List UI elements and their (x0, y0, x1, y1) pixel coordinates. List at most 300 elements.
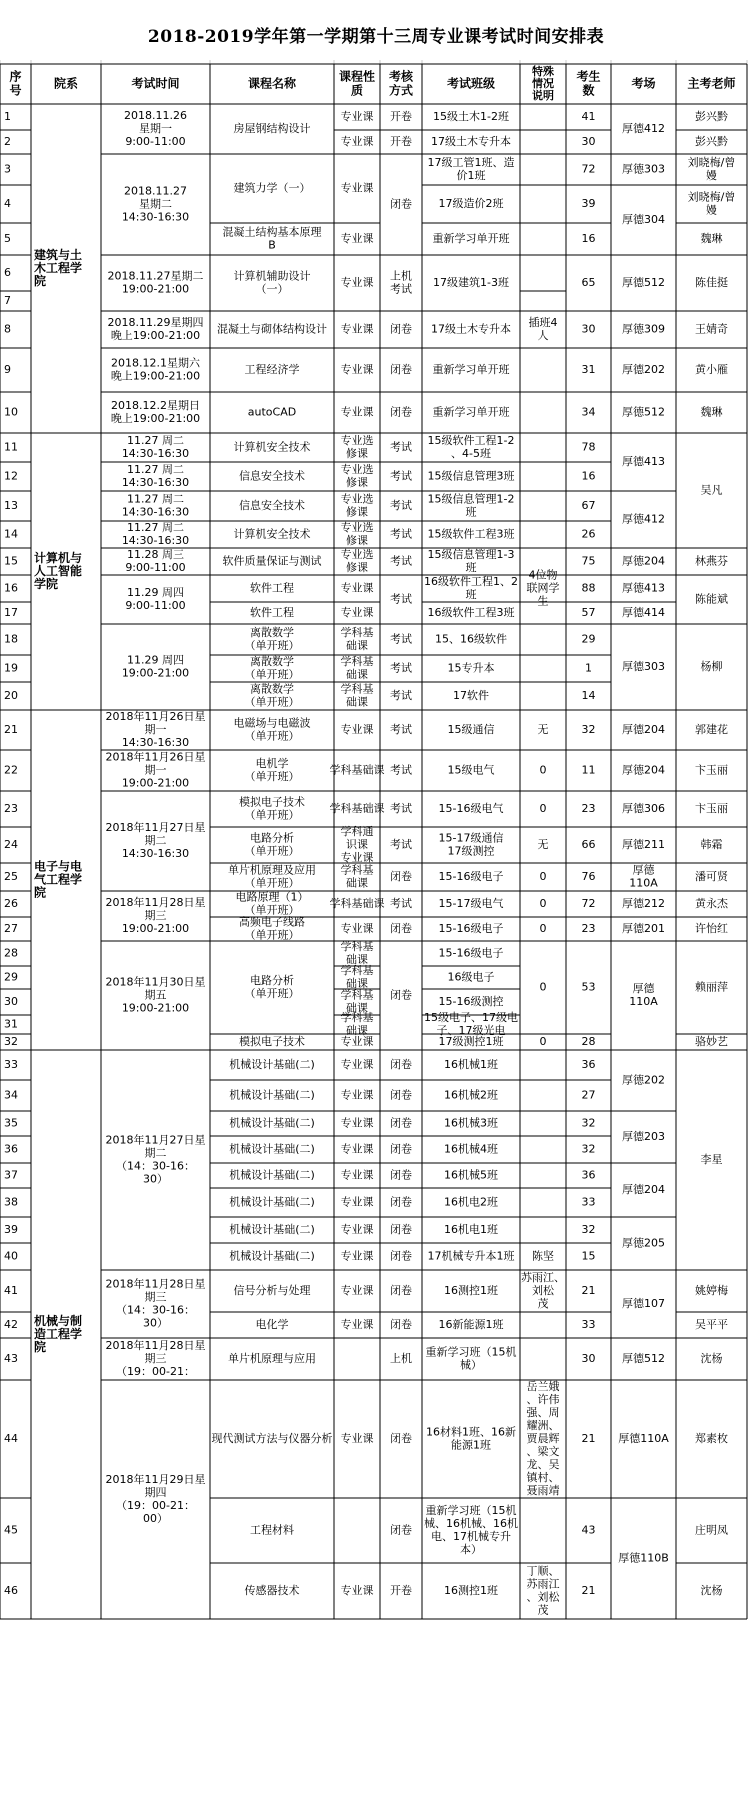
table-cell: 26 (581, 527, 596, 541)
table-cell: 65 (581, 276, 596, 289)
table-cell: 班 (465, 588, 477, 601)
column-header: 说明 (532, 89, 554, 102)
page-title: 2018-2019学年第一学期第十三周专业课考试时间安排表 (147, 27, 605, 47)
row-number: 9 (4, 363, 11, 376)
table-cell: （单开班） (244, 928, 300, 942)
table-cell: 人工智能 (34, 564, 83, 578)
table-cell: 专业课 (340, 723, 374, 736)
table-cell: 厚德512 (622, 276, 665, 289)
table-cell: 开卷 (390, 135, 412, 148)
table-cell: 75 (581, 554, 596, 568)
row-number: 12 (4, 469, 18, 483)
table-cell: 院 (34, 885, 47, 900)
table-cell: 黄小雁 (695, 363, 728, 376)
table-cell: 能源1班 (451, 1438, 491, 1452)
table-cell: 单片机原理与应用 (228, 1352, 316, 1365)
table-cell: 14:30-16:30 (121, 847, 190, 860)
table-cell: 19:00-21:00 (121, 282, 190, 296)
table-cell: 15-16级电气 (438, 802, 504, 815)
table-cell: 重新学习班（15机 (425, 1504, 517, 1517)
table-cell: 17级测控 (447, 844, 495, 858)
table-cell: （单开班） (244, 844, 300, 858)
table-cell: 专业课 (340, 110, 374, 123)
table-cell: 卞玉丽 (695, 763, 728, 777)
table-cell: 机械设计基础(二) (229, 1168, 315, 1182)
table-cell: 15级软件工程3班 (427, 527, 515, 541)
table-cell: 期三 (144, 1352, 167, 1365)
table-cell: 修课 (346, 505, 368, 519)
table-cell: 2018年11月28日星 (105, 1277, 206, 1291)
row-number: 22 (4, 763, 18, 777)
table-cell: 110A (629, 995, 658, 1008)
table-cell: 信号分析与处理 (233, 1284, 311, 1297)
table-cell: 厚德107 (622, 1297, 665, 1310)
table-cell: 械） (460, 1358, 482, 1372)
table-cell: 造工程学 (34, 1327, 83, 1341)
row-number: 17 (4, 606, 18, 619)
table-cell: 专业课 (340, 1195, 374, 1209)
row-number: 42 (4, 1318, 18, 1331)
column-header: 课程性 (338, 69, 376, 84)
table-cell: 闭卷 (390, 870, 412, 883)
row-number: 30 (4, 995, 18, 1008)
column-header: 特殊 (532, 65, 554, 78)
table-cell: 专业选 (340, 434, 374, 447)
table-cell: 工程经济学 (244, 363, 300, 376)
table-cell: 闭卷 (390, 1168, 412, 1182)
table-cell: 14:30-16:30 (121, 534, 190, 547)
table-cell: 闭卷 (390, 405, 412, 419)
column-header: 号 (9, 83, 22, 98)
table-cell: （单开班） (244, 770, 300, 783)
table-cell: 期一 (144, 763, 167, 777)
table-cell: 15-16级电子 (438, 922, 504, 935)
table-cell: 闭卷 (390, 922, 412, 935)
table-cell: 厚德110A (618, 1432, 669, 1445)
table-cell: 子、17级光电 (436, 1024, 506, 1037)
table-cell: 0 (539, 870, 547, 883)
table-cell: 期三 (144, 1290, 167, 1304)
table-cell: 15-16级电子 (438, 870, 504, 883)
table-cell: 考试 (390, 802, 412, 815)
table-cell: 信息安全技术 (239, 469, 305, 483)
table-cell: 机械与制 (34, 1314, 83, 1328)
table-cell: 厚德202 (622, 363, 665, 376)
table-cell: 2018年11月28日星 (105, 1339, 206, 1352)
table-cell: 重新学习单开班 (432, 363, 510, 376)
table-cell: 39 (581, 197, 596, 210)
table-cell: 苏雨江、 (521, 1271, 565, 1284)
table-cell: 16级电子 (447, 970, 495, 984)
table-cell: 建筑与土 (34, 248, 83, 262)
row-number: 36 (4, 1142, 18, 1156)
table-cell: 14:30-16:30 (121, 736, 190, 749)
table-cell: 厚德211 (622, 838, 665, 851)
table-cell: 考试 (390, 897, 412, 910)
table-cell: 2018.11.26 (124, 109, 187, 122)
table-cell: 32 (581, 723, 596, 736)
table-cell: 星期二 (139, 197, 172, 211)
table-cell: 期五 (144, 988, 167, 1002)
table-cell: 学科基 (340, 626, 374, 639)
table-cell: 离散数学 (250, 626, 294, 639)
table-cell: 闭卷 (390, 1088, 412, 1102)
table-cell: 15 (581, 1249, 596, 1263)
row-number: 38 (4, 1195, 18, 1209)
table-cell: 28 (581, 1035, 596, 1048)
table-cell: 专业课 (340, 181, 374, 195)
table-cell: 9:00-11:00 (125, 599, 186, 612)
table-cell: 茂 (537, 1603, 549, 1617)
table-cell: 15、16级软件 (435, 632, 507, 646)
table-cell: 院 (34, 274, 47, 288)
row-number: 32 (4, 1035, 18, 1048)
table-cell: 机械设计基础(二) (229, 1223, 315, 1236)
table-cell: 计算机辅助设计 (233, 269, 311, 283)
table-cell: 苏雨江 (526, 1577, 560, 1591)
table-cell: 学科通 (340, 825, 374, 838)
table-cell: 强、周 (526, 1406, 560, 1419)
table-cell: 专业课 (340, 851, 374, 864)
table-cell: 专业课 (340, 922, 374, 935)
table-cell: 36 (581, 1168, 596, 1182)
table-cell: 2018年11月28日星 (105, 896, 206, 909)
table-cell: 2018年11月27日星 (105, 821, 206, 834)
table-cell: 厚德204 (622, 554, 665, 568)
table-cell: （单开班） (244, 876, 300, 890)
table-cell: 15级软件工程1-2 (427, 434, 515, 447)
table-cell: 11.27 周二 (127, 463, 184, 476)
table-cell: 机械设计基础(二) (229, 1249, 315, 1263)
table-cell: 考试 (390, 282, 412, 296)
table-cell: 机械设计基础(二) (229, 1142, 315, 1156)
table-cell: 林燕芬 (695, 554, 728, 568)
table-cell: 重新学习班（15机 (425, 1345, 517, 1359)
row-number: 31 (4, 1017, 18, 1031)
table-cell: 专业课 (340, 581, 374, 595)
table-cell: 沈杨 (700, 1352, 723, 1365)
table-cell: 厚德309 (622, 322, 665, 336)
row-number: 7 (4, 294, 11, 307)
row-number: 1 (4, 110, 11, 123)
row-number: 11 (4, 440, 18, 454)
table-cell: 1 (585, 661, 592, 675)
table-cell: 重新学习单开班 (432, 405, 510, 419)
table-cell: 21 (581, 1584, 596, 1597)
table-cell: 23 (581, 802, 596, 815)
table-cell: 专业选 (340, 463, 374, 476)
table-cell: 专业课 (340, 1035, 374, 1048)
table-cell: 41 (581, 110, 596, 123)
table-cell: 贾晨辉 (526, 1432, 560, 1445)
table-cell: 高频电子线路 (239, 915, 305, 929)
table-cell: 电、17机械专升 (431, 1530, 511, 1543)
table-cell: 电路分析 (250, 831, 294, 845)
row-number: 16 (4, 581, 18, 595)
row-number: 15 (4, 554, 18, 568)
table-cell: 班 (465, 561, 477, 574)
table-cell: 15-16级电子 (438, 946, 504, 960)
table-cell: 生 (537, 594, 549, 608)
table-cell: 机械设计基础(二) (229, 1088, 315, 1102)
table-cell: 2018.12.1星期六 (111, 356, 200, 370)
row-number: 40 (4, 1249, 18, 1263)
table-cell: 龙、吴 (526, 1458, 560, 1471)
table-cell: 11 (581, 763, 596, 777)
row-number: 26 (4, 897, 18, 910)
table-cell: 11.28 周三 (127, 548, 184, 561)
table-cell: 厚德204 (622, 723, 665, 736)
table-cell: 30 (581, 322, 596, 336)
table-cell: 19:00-21:00 (121, 776, 190, 790)
table-cell: 丁顺、 (526, 1564, 560, 1578)
table-cell: 16 (581, 469, 596, 483)
table-cell: 闭卷 (390, 322, 412, 336)
table-cell: 11.27 周二 (127, 434, 184, 447)
table-cell: 电子与电 (34, 859, 83, 874)
table-cell: 11.27 周二 (127, 492, 184, 506)
table-cell: 21 (581, 1432, 596, 1445)
table-cell: 110A (629, 876, 658, 890)
row-number: 29 (4, 970, 18, 984)
table-cell: 学科基 (340, 988, 374, 1002)
table-cell: 考试 (390, 661, 412, 675)
table-cell: 岳兰娥 (526, 1380, 560, 1393)
table-cell: 修课 (346, 534, 368, 547)
table-cell: 单片机原理及应用 (228, 863, 316, 877)
table-cell: 修课 (346, 561, 368, 574)
column-header: 考场 (631, 76, 656, 91)
table-cell: 15级电子、17级电 (424, 1011, 518, 1024)
table-cell: 无 (537, 838, 549, 851)
row-number: 45 (4, 1523, 18, 1537)
table-cell: 32 (581, 1116, 596, 1130)
table-cell: 学科基 (340, 940, 374, 953)
table-cell: 厚德306 (622, 802, 665, 815)
table-cell: 14:30-16:30 (121, 210, 190, 224)
table-cell: 吴凡 (700, 483, 723, 497)
table-cell: 信息安全技术 (239, 499, 305, 512)
table-cell: 电化学 (255, 1318, 289, 1331)
table-cell: 学科基 (340, 964, 374, 977)
table-cell: 开卷 (390, 110, 412, 123)
table-cell: 闭卷 (390, 363, 412, 376)
table-cell: 2018年11月29日星 (105, 1473, 206, 1486)
row-number: 33 (4, 1058, 18, 1071)
table-cell: 2018年11月27日星 (105, 1133, 206, 1147)
table-cell: 专业课 (340, 1432, 374, 1445)
table-cell: （单开班） (244, 639, 300, 652)
table-cell: 17机械专升本1班 (427, 1249, 515, 1263)
table-cell: 32 (581, 1142, 596, 1156)
table-cell: 19:00-21:00 (121, 1001, 190, 1015)
column-header: 主考老师 (687, 76, 736, 91)
table-cell: 、刘松 (526, 1590, 560, 1604)
table-cell: 础课 (346, 668, 368, 681)
table-cell: 机械设计基础(二) (229, 1058, 315, 1071)
table-cell: 31 (581, 363, 596, 376)
table-cell: 传感器技术 (244, 1584, 300, 1597)
table-cell: 17级土木专升本 (431, 135, 511, 148)
table-cell: 0 (539, 980, 547, 994)
table-cell: 专业课 (340, 135, 374, 148)
table-cell: 16机械1班 (444, 1058, 498, 1071)
table-cell: 9:00-11:00 (125, 135, 186, 148)
table-cell: 开卷 (390, 1584, 412, 1597)
column-header: 序 (9, 69, 22, 84)
table-cell: 专业课 (340, 363, 374, 376)
table-cell: 15级土木1-2班 (433, 110, 509, 123)
table-cell: （单开班） (244, 729, 300, 743)
table-cell: 15专升本 (447, 661, 495, 675)
row-number: 3 (4, 162, 11, 176)
table-cell: 考试 (390, 469, 412, 483)
table-cell: 刘晓梅/曾 (687, 156, 736, 169)
table-cell: 考试 (390, 632, 412, 646)
table-cell: 许怡红 (695, 922, 728, 935)
table-cell: 陈佳挺 (695, 276, 728, 289)
table-cell: 专业课 (340, 1284, 374, 1297)
table-cell: 11.29 周四 (127, 586, 184, 599)
table-cell: 价1班 (456, 169, 486, 182)
row-number: 10 (4, 405, 18, 419)
table-cell: 础课 (346, 876, 368, 890)
table-cell: 16新能源1班 (438, 1318, 504, 1331)
table-cell: 镇村、 (526, 1471, 560, 1484)
table-cell: 16机电1班 (444, 1223, 498, 1236)
table-cell: 专业课 (340, 1223, 374, 1236)
table-cell: 卞玉丽 (695, 802, 728, 815)
table-cell: 础课 (346, 953, 368, 966)
table-cell: 晚上19:00-21:00 (110, 329, 201, 342)
table-cell: 0 (539, 922, 547, 935)
table-cell: 27 (581, 1088, 596, 1102)
table-cell: 15级信息管理1-3 (427, 548, 515, 561)
table-cell: 厚德203 (622, 1130, 665, 1143)
table-cell: 现代测试方法与仪器分析 (211, 1432, 333, 1445)
table-cell: 厚德412 (622, 122, 665, 135)
row-number: 21 (4, 723, 18, 736)
row-number: 46 (4, 1584, 18, 1597)
table-cell: 厚德 (632, 863, 655, 877)
table-cell: 计算机安全技术 (233, 527, 311, 541)
table-cell: 厚德202 (622, 1073, 665, 1087)
table-cell: 厚德201 (622, 922, 665, 935)
table-cell: 厚德110B (618, 1551, 669, 1565)
table-cell: 考试 (390, 592, 412, 606)
table-cell: 00） (143, 1512, 168, 1525)
table-cell: 模拟电子技术 (239, 1035, 305, 1048)
table-cell: 厚德205 (622, 1236, 665, 1250)
table-cell: 11.29 周四 (127, 653, 184, 667)
table-cell: 闭卷 (390, 1284, 412, 1297)
table-cell: 67 (581, 499, 596, 512)
table-cell: 16材料1班、16新 (426, 1425, 516, 1439)
table-cell: 闭卷 (390, 1432, 412, 1445)
table-cell: 期二 (144, 834, 167, 847)
table-cell: 吴平平 (695, 1318, 728, 1331)
table-cell: 班 (465, 505, 477, 519)
table-cell: 17软件 (453, 689, 489, 702)
table-cell: 础课 (346, 695, 368, 709)
table-cell: 16测控1班 (444, 1284, 498, 1297)
table-cell: 庄明凤 (695, 1523, 728, 1537)
table-cell: 识课 (346, 838, 368, 851)
table-cell: 闭卷 (390, 197, 412, 211)
table-cell: 耀洲、 (526, 1419, 560, 1432)
table-cell: 14 (581, 689, 596, 702)
table-cell: 黄永杰 (695, 897, 728, 910)
table-cell: 16测控1班 (444, 1584, 498, 1597)
table-cell: （单开班） (244, 808, 300, 822)
table-cell: 30 (581, 135, 596, 148)
table-cell: 修课 (346, 447, 368, 460)
table-cell: 刘松 (532, 1284, 554, 1297)
table-cell: 72 (581, 162, 596, 176)
table-cell: 30） (143, 1316, 168, 1330)
table-cell: 离散数学 (250, 682, 294, 696)
table-cell: 4位物 (528, 568, 558, 582)
table-cell: 期一 (144, 723, 167, 736)
table-cell: 厚德 (632, 982, 655, 995)
table-cell: 上机 (390, 269, 412, 283)
table-cell: 潘可贤 (695, 870, 728, 883)
table-cell: 专业课 (340, 405, 374, 419)
table-cell: 闭卷 (390, 1249, 412, 1263)
table-cell: 础课 (346, 639, 368, 652)
table-cell: 厚德512 (622, 1352, 665, 1365)
table-cell: 0 (539, 1035, 547, 1048)
table-cell: 30） (143, 1172, 168, 1186)
table-cell: 械、16机械、16机 (424, 1517, 518, 1530)
table-cell: 16级软件工程1、2 (424, 575, 518, 588)
table-cell: 星期一 (139, 122, 172, 135)
table-cell: 混凝土结构基本原理 (222, 225, 322, 239)
row-number: 44 (4, 1432, 18, 1445)
table-cell: 学科基础课 (329, 802, 385, 815)
table-cell: 72 (581, 897, 596, 910)
table-cell: 电机学 (255, 757, 289, 770)
table-cell: 茂 (537, 1297, 549, 1310)
table-cell: 考试 (390, 527, 412, 541)
column-header: 方式 (388, 83, 414, 98)
table-cell: autoCAD (247, 405, 297, 419)
table-cell: 混凝土与砌体结构设计 (217, 322, 327, 336)
table-cell: 闭卷 (390, 1523, 412, 1537)
row-number: 37 (4, 1168, 18, 1182)
table-cell: 本） (460, 1543, 482, 1556)
column-header: 院系 (53, 76, 79, 91)
table-cell: 韩霜 (700, 838, 723, 851)
table-cell: 离散数学 (250, 655, 294, 668)
table-cell: 无 (537, 723, 549, 736)
table-cell: 厚德414 (622, 606, 665, 619)
table-cell: 王婧奇 (695, 322, 728, 336)
table-cell: 软件工程 (250, 581, 294, 595)
table-cell: 43 (581, 1523, 596, 1537)
table-cell: 闭卷 (390, 1142, 412, 1156)
table-cell: 郑素枚 (695, 1432, 728, 1445)
column-header: 考试班级 (446, 76, 496, 91)
table-cell: 础课 (346, 977, 368, 990)
row-number: 6 (4, 266, 11, 279)
table-cell: 郭建花 (695, 723, 728, 736)
row-number: 27 (4, 922, 18, 935)
row-number: 5 (4, 232, 11, 245)
table-cell: 模拟电子技术 (239, 795, 305, 809)
table-cell: 闭卷 (390, 1058, 412, 1071)
table-cell: B (268, 238, 276, 252)
